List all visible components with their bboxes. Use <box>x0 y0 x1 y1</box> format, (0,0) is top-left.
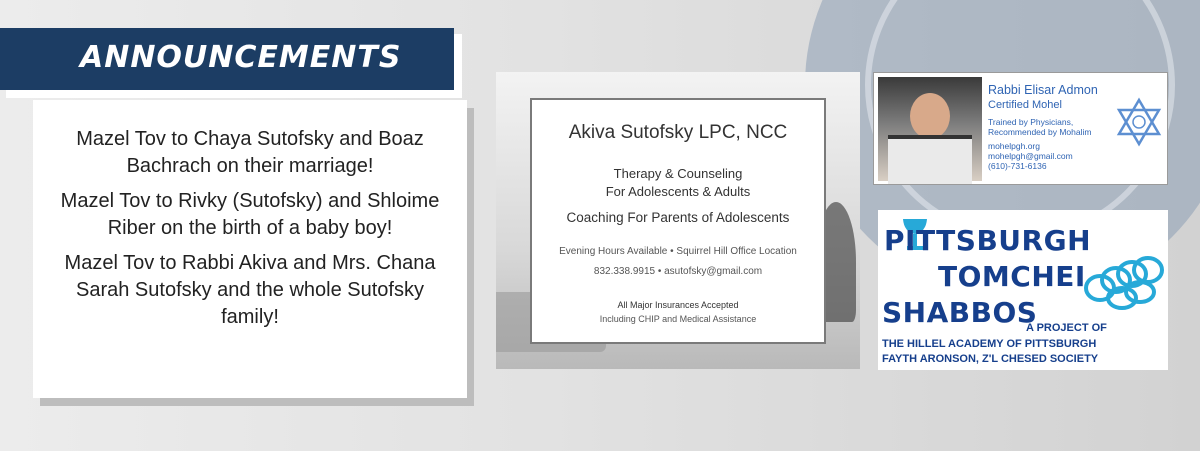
mohel-photo <box>878 77 982 181</box>
announcement-item: Mazel Tov to Rabbi Akiva and Mrs. Chana Sarah Sutofsky and the whole Sutofsky family! <box>64 252 436 328</box>
announcement-item: Mazel Tov to Rivky (Sutofsky) and Shloime Riber on the birth of a baby boy! <box>60 190 440 239</box>
therapist-service-1: Therapy & Counseling <box>613 166 743 181</box>
tomchei-word-tomchei: TOMCHEI <box>938 260 1086 293</box>
tomchei-project-of: A PROJECT OF <box>1026 322 1107 334</box>
therapist-contact: 832.338.9915 • asutofsky@gmail.com <box>593 266 763 277</box>
mohel-face <box>910 93 950 139</box>
mohel-phone: (610)-731-6136 <box>988 161 1047 171</box>
tomchei-shabbos-ad[interactable] <box>878 210 1168 370</box>
therapist-service-3: Coaching For Parents of Adolescents <box>566 210 790 225</box>
page-title: ANNOUNCEMENTS <box>80 40 402 75</box>
announcement-list <box>33 126 467 339</box>
therapist-name: Akiva Sutofsky LPC, NCC <box>568 122 788 143</box>
therapist-insurance-note: Including CHIP and Medical Assistance <box>599 314 757 324</box>
star-of-david-icon <box>1114 97 1164 147</box>
therapist-hours: Evening Hours Available • Squirrel Hill Office Location <box>559 246 797 257</box>
therapist-ad[interactable] <box>496 72 860 369</box>
tomchei-society: FAYTH ARONSON, Z'L CHESED SOCIETY <box>882 353 1099 365</box>
mohel-credential-1: Trained by Physicians, <box>988 117 1074 127</box>
mohel-tallit <box>888 135 972 185</box>
therapist-service-2: For Adolescents & Adults <box>605 184 751 199</box>
therapist-card <box>530 98 826 344</box>
mohel-ad[interactable] <box>873 72 1168 185</box>
tomchei-academy: THE HILLEL ACADEMY OF PITTSBURGH <box>882 338 1097 350</box>
mohel-credential-2: Recommended by Mohalim <box>988 127 1092 137</box>
tomchei-word-shabbos: SHABBOS <box>882 296 1038 329</box>
challah-icon <box>1082 250 1166 316</box>
announcement-box <box>33 100 467 398</box>
therapist-insurance: All Major Insurances Accepted <box>617 300 739 310</box>
mohel-email[interactable]: mohelpgh@gmail.com <box>988 151 1073 161</box>
mohel-name: Rabbi Elisar Admon <box>988 83 1098 97</box>
announcement-item: Mazel Tov to Chaya Sutofsky and Boaz Bachrach on their marriage! <box>76 128 424 177</box>
tomchei-word-pittsburgh: PITTSBURGH <box>884 224 1092 257</box>
mohel-title: Certified Mohel <box>988 99 1062 111</box>
mohel-website[interactable]: mohelpgh.org <box>988 141 1040 151</box>
